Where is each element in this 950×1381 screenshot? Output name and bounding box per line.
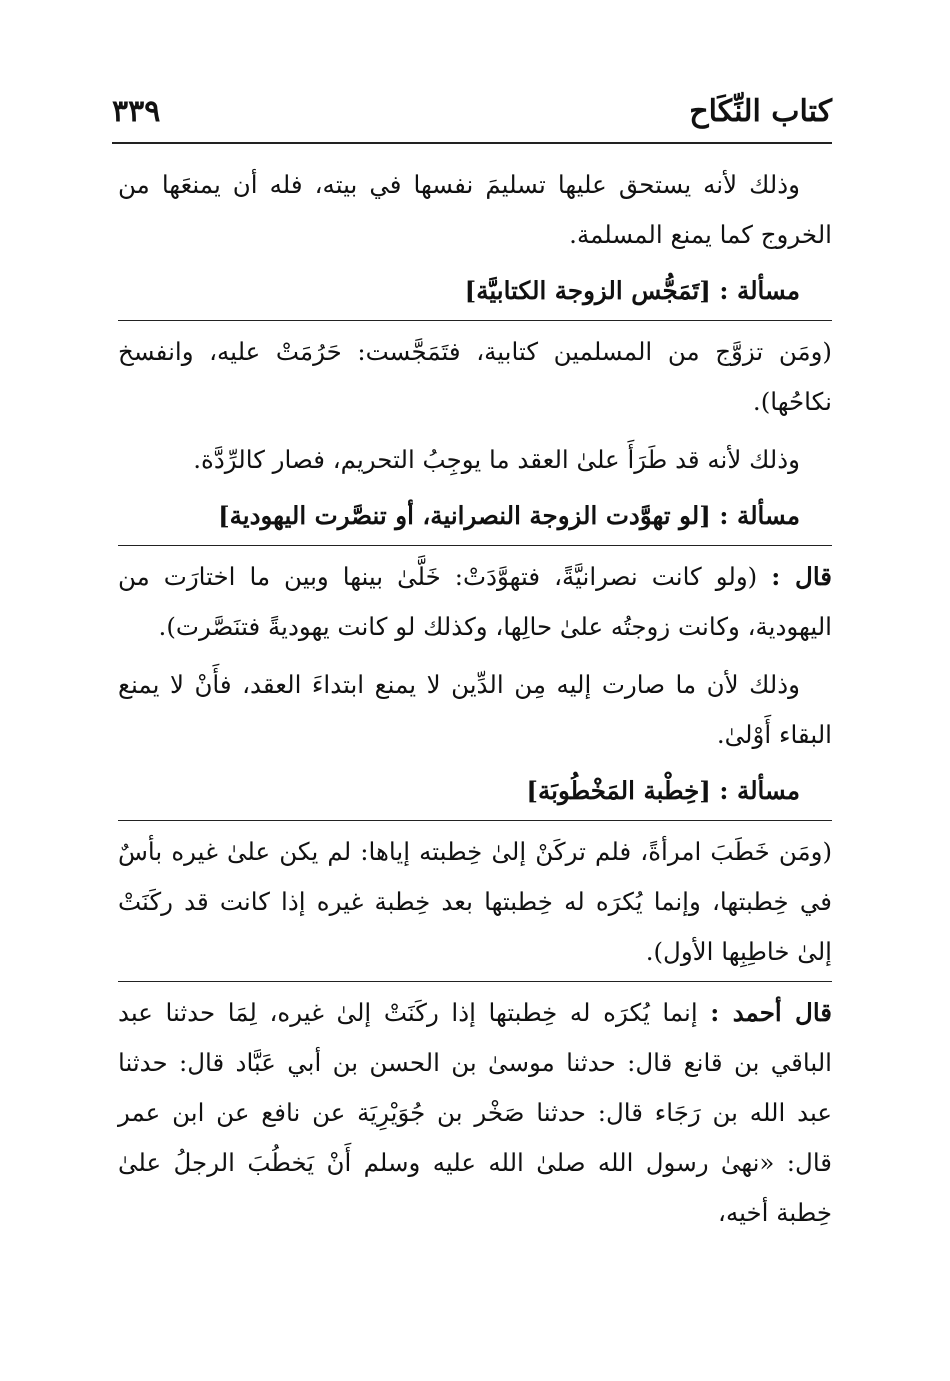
page-header [112, 88, 832, 138]
section-heading: مسألة : [لو تهوَّدت الزوجة النصرانية، أو تنصَّرت اليهودية] [218, 501, 800, 530]
commentary-paragraph [118, 981, 832, 1238]
paragraph: وذلك لأن ما صارت إليه مِن الدِّين لا يمنع ابتداءَ العقد، فأَنْ لا يمنع البقاء أَوْلىٰ. [118, 670, 832, 749]
speaker-label: قال : [771, 562, 832, 591]
commentary-text: إنما يُكرَه له خِطبتها إذا ركَنَتْ إلىٰ غيره، لِمَا حدثنا عبد الباقي بن قانع قال: حدثنا موسىٰ بن الحسن بن أبي عَبَّاد قال: حدثنا عبد الله بن رَجَاء قال: حدثنا صَخْر بن جُوَيْرِيَة عن نافع عن ابن عمر قال: «نهىٰ رسول الله صلىٰ الله عليه وسلم أَنْ يَخطُبَ الرجلُ علىٰ خِطبة أخيه، [118, 998, 832, 1227]
paragraph: وذلك لأنه يستحق عليها تسليمَ نفسها في بيته، فله أن يمنعَها من الخروج كما يمنع المسلمة. [118, 170, 832, 249]
section-heading: مسألة : [خِطْبة المَخْطُوبَة] [526, 776, 800, 805]
quoted-text: (ومَن تزوَّج من المسلمين كتابية، فتَمَجَّست: حَرُمَتْ عليه، وانفسخ نكاحُها). [118, 320, 832, 427]
section-heading: مسألة : [تَمَجُّس الزوجة الكتابيَّة] [464, 276, 800, 305]
running-title: كتاب النِّكَاح [689, 94, 832, 129]
header-rule [112, 142, 832, 144]
page-number: ٣٣٩ [112, 94, 161, 129]
quoted-text-body: (ولو كانت نصرانيَّةً، فتهوَّدَتْ: خَلَّىٰ بينها وبين ما اختارَت من اليهودية، وكانت زوجتُه علىٰ حالِها، وكذلك لو كانت يهوديةً فتنَصَّرت). [118, 562, 832, 641]
page-body [118, 160, 832, 1238]
quoted-text [118, 545, 832, 652]
speaker-label: قال أحمد : [710, 998, 832, 1027]
paragraph: وذلك لأنه قد طَرَأَ علىٰ العقد ما يوجِبُ التحريم، فصار كالرِّدَّة. [193, 445, 800, 474]
quoted-text: (ومَن خَطَبَ امرأةً، فلم تركَنْ إلىٰ خِطبته إياها: لم يكن علىٰ غيره بأسٌ في خِطبتها، وإنما يُكرَه له خِطبتها بعد خِطبة غيره إذا كانت قد ركَنَتْ إلىٰ خاطِبِها الأول). [118, 820, 832, 977]
